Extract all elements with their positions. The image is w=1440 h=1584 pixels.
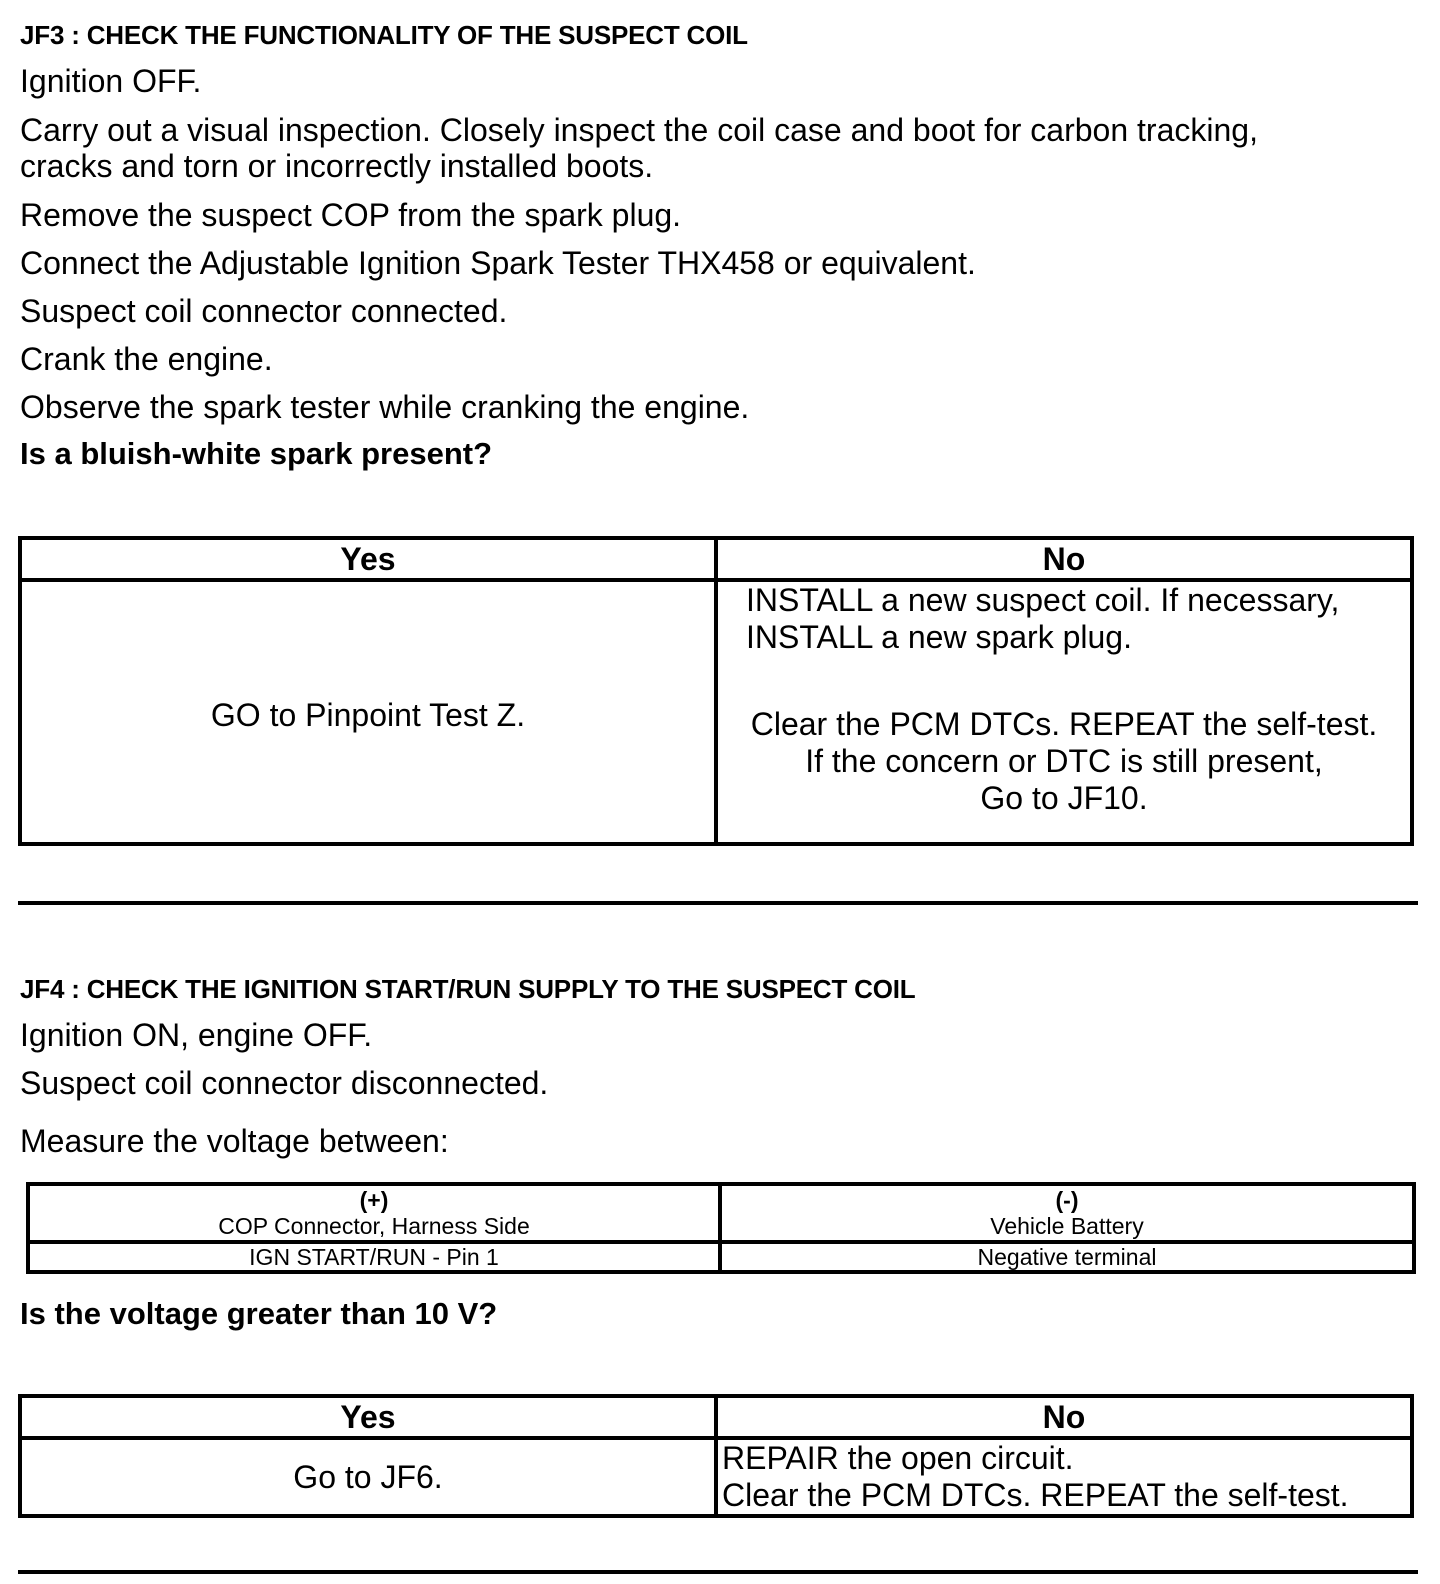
jf4-step-measure-voltage: Measure the voltage between: bbox=[20, 1123, 449, 1159]
jf3-step-visual-inspection-cont: cracks and torn or incorrectly installed boots. bbox=[20, 148, 654, 184]
jf4-yes-header: Yes bbox=[20, 1396, 716, 1438]
jf4-no-line-1: REPAIR the open circuit. bbox=[722, 1440, 1074, 1476]
jf3-no-line-2: INSTALL a new spark plug. bbox=[746, 619, 1132, 655]
jf3-no-line-4: If the concern or DTC is still present, bbox=[805, 743, 1323, 779]
jf3-no-cell bbox=[716, 580, 1412, 844]
jf3-yes-cell bbox=[20, 580, 716, 844]
jf4-yes-cell bbox=[20, 1438, 716, 1516]
jf4-measure-plus-value: IGN START/RUN - Pin 1 bbox=[28, 1242, 720, 1272]
jf4-no-header: No bbox=[716, 1396, 1412, 1438]
jf3-step-connector-connected: Suspect coil connector connected. bbox=[20, 293, 508, 329]
minus-label: Vehicle Battery bbox=[990, 1213, 1144, 1239]
jf4-step-ignition-on: Ignition ON, engine OFF. bbox=[20, 1017, 373, 1053]
jf3-no-line-5: Go to JF10. bbox=[980, 780, 1148, 816]
jf3-step-observe-tester: Observe the spark tester while cranking the engine. bbox=[20, 389, 750, 425]
jf3-question: Is a bluish-white spark present? bbox=[20, 436, 493, 471]
jf4-yes-text: Go to JF6. bbox=[293, 1458, 443, 1495]
jf4-result-table bbox=[18, 1394, 1414, 1518]
jf3-no-line-3: Clear the PCM DTCs. REPEAT the self-test. bbox=[750, 706, 1378, 742]
plus-label: COP Connector, Harness Side bbox=[218, 1213, 530, 1239]
bottom-divider bbox=[18, 1570, 1418, 1574]
jf4-heading: JF4 : CHECK THE IGNITION START/RUN SUPPLY TO THE SUSPECT COIL bbox=[20, 974, 916, 1004]
jf3-step-visual-inspection: Carry out a visual inspection. Closely inspect the coil case and boot for carbon tracking, bbox=[20, 112, 1258, 148]
jf3-step-crank-engine: Crank the engine. bbox=[20, 341, 273, 377]
jf4-no-cell bbox=[716, 1438, 1412, 1516]
jf3-yes-text: GO to Pinpoint Test Z. bbox=[210, 696, 526, 733]
jf4-question: Is the voltage greater than 10 V? bbox=[20, 1296, 498, 1331]
jf4-measure-minus-value: Negative terminal bbox=[720, 1242, 1414, 1272]
minus-symbol: (-) bbox=[1055, 1187, 1079, 1213]
plus-symbol: (+) bbox=[359, 1187, 389, 1213]
section-divider bbox=[18, 901, 1418, 905]
jf3-no-line-1: INSTALL a new suspect coil. If necessary, bbox=[746, 582, 1340, 618]
jf3-heading: JF3 : CHECK THE FUNCTIONALITY OF THE SUSPECT COIL bbox=[20, 20, 748, 50]
jf3-step-ignition-off: Ignition OFF. bbox=[20, 63, 202, 99]
jf3-step-remove-cop: Remove the suspect COP from the spark plug. bbox=[20, 197, 682, 233]
jf4-measure-table bbox=[26, 1182, 1416, 1274]
jf3-yes-header: Yes bbox=[20, 538, 716, 580]
jf4-measure-minus-header bbox=[720, 1184, 1414, 1242]
jf3-result-table bbox=[18, 536, 1414, 846]
jf4-no-line-2: Clear the PCM DTCs. REPEAT the self-test. bbox=[722, 1477, 1349, 1513]
jf3-no-header: No bbox=[716, 538, 1412, 580]
jf4-measure-plus-header bbox=[28, 1184, 720, 1242]
jf4-step-connector-disconnected: Suspect coil connector disconnected. bbox=[20, 1065, 549, 1101]
jf3-step-connect-tester: Connect the Adjustable Ignition Spark Tester THX458 or equivalent. bbox=[20, 245, 976, 281]
